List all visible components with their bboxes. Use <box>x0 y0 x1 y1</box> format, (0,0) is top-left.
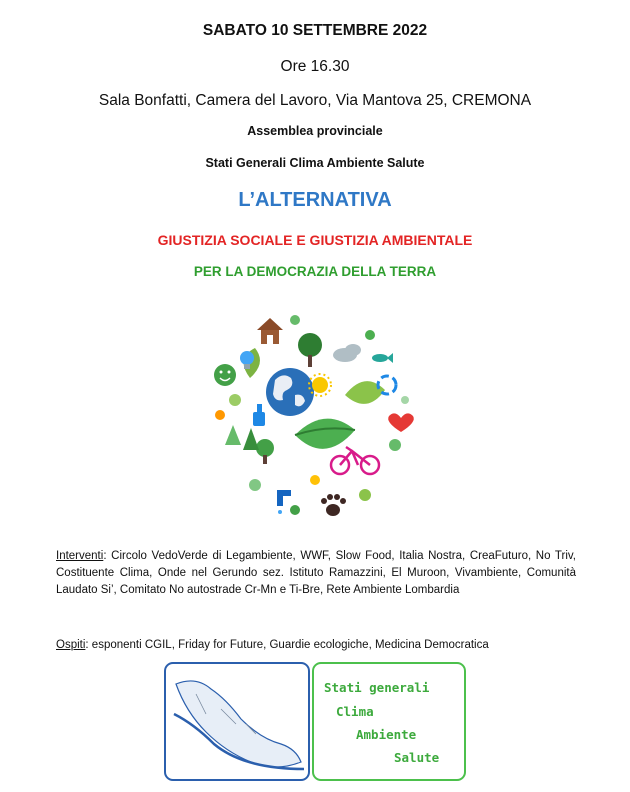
water-tap-icon <box>277 490 291 514</box>
speakers-label: Interventi <box>56 550 104 562</box>
guests-label: Ospiti <box>56 639 86 651</box>
logo-line-2: Clima <box>336 704 374 719</box>
tree-icon <box>298 333 322 367</box>
headline-title: L’ALTERNATIVA <box>238 189 392 211</box>
states-general-logo <box>312 662 466 781</box>
states-general-title: Stati Generali Clima Ambiente Salute <box>205 156 425 170</box>
event-venue: Sala Bonfatti, Camera del Lavoro, Via Mantova 25, CREMONA <box>98 92 532 109</box>
tree-icon <box>256 439 274 464</box>
speakers-paragraph <box>56 548 576 599</box>
event-time: Ore 16.30 <box>280 58 350 75</box>
headline-subtitle-earth-democracy: PER LA DEMOCRAZIA DELLA TERRA <box>193 264 437 279</box>
headline-subtitle-social-justice: GIUSTIZIA SOCIALE E GIUSTIZIA AMBIENTALE <box>157 232 473 248</box>
globe-icon <box>266 368 314 416</box>
leaf-icon <box>295 419 355 449</box>
guests-paragraph <box>56 637 576 654</box>
thumbs-up-icon <box>253 404 265 426</box>
eco-icons-circle-illustration <box>195 300 425 530</box>
house-icon <box>257 318 283 344</box>
province-map-image <box>164 662 310 781</box>
sun-icon <box>309 374 331 396</box>
assembly-title: Assemblea provinciale <box>247 124 383 138</box>
fish-icon <box>372 353 393 363</box>
logo-line-3: Ambiente <box>356 727 417 742</box>
paw-icon <box>321 494 346 516</box>
logo-line-4: Salute <box>394 750 440 765</box>
speakers-list: : Circolo VedoVerde di Legambiente, WWF, Slow Food, Italia Nostra, CreaFuturo, No Triv, Costituente Clima, Onde nel Gerundo sez. Istituto Ramazzini, El Muroon, Vivambiente, Comunità Laudato Si’, Comitato No autostrade Cr-Mn e Ti-Bre, Rete Ambiente Lombardia <box>56 550 576 596</box>
tree-icon <box>225 425 259 450</box>
heart-icon <box>388 413 414 432</box>
bicycle-icon <box>331 447 379 474</box>
guests-list: : esponenti CGIL, Friday for Future, Guardie ecologiche, Medicina Democratica <box>85 639 489 651</box>
logo-line-1: Stati generali <box>324 680 430 695</box>
smiley-icon <box>214 364 236 386</box>
cloud-icon <box>333 344 361 362</box>
event-date: SABATO 10 SETTEMBRE 2022 <box>202 22 428 39</box>
